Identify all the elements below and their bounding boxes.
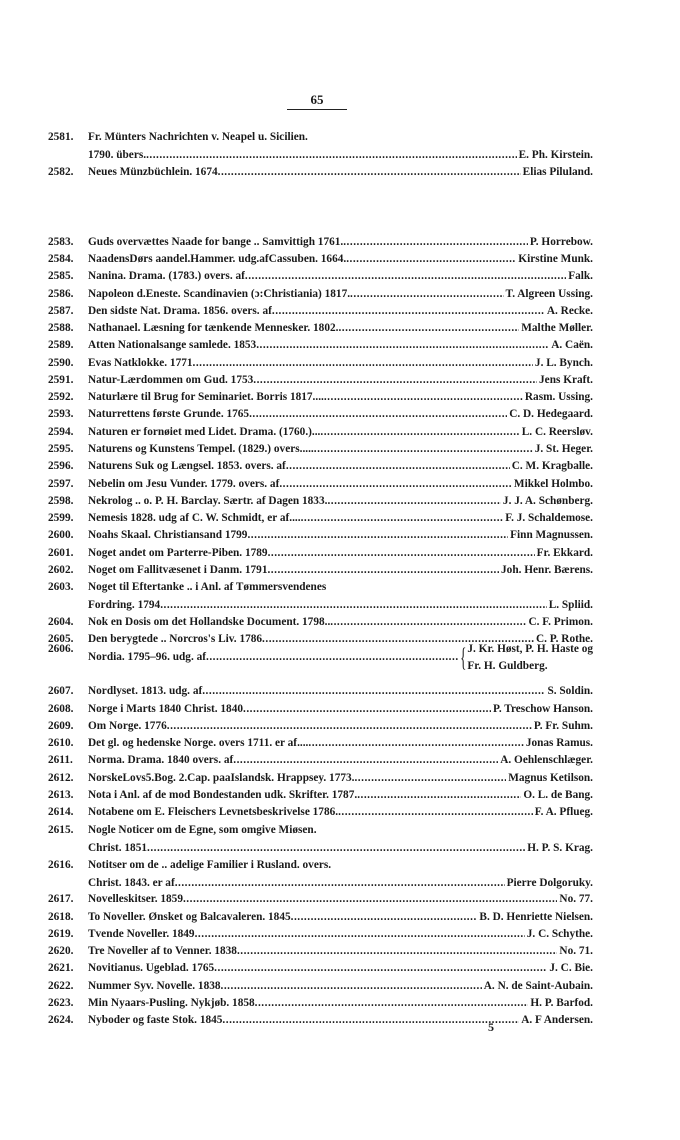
bibliography-entry bbox=[48, 458, 593, 476]
entry-author: Jonas Ramus. bbox=[525, 737, 593, 749]
entry-title: Nordlyset. 1813. udg. af bbox=[88, 685, 203, 697]
entry-number: 2608. bbox=[48, 703, 74, 715]
entry-author: T. Algreen Ussing. bbox=[505, 288, 593, 300]
bibliography-entry bbox=[48, 804, 593, 822]
entry-title: Det gl. og hedenske Norge. overs 1711. er af.... bbox=[88, 737, 309, 749]
entry-number: 2606. bbox=[48, 643, 74, 655]
entry-author: E. Ph. Kirstein. bbox=[518, 148, 593, 161]
bibliography-entry bbox=[48, 701, 593, 719]
entry-title: Natur-Lærdommen om Gud. 1753 bbox=[88, 374, 254, 386]
entry-number: 2586. bbox=[48, 288, 74, 300]
entry-number: 2584. bbox=[48, 253, 74, 265]
entry-title: Noget om Fallitvæsenet i Danm. 1791 bbox=[88, 564, 268, 576]
entry-author: A. Recke. bbox=[546, 305, 593, 317]
entry-number: 2593. bbox=[48, 408, 74, 420]
bibliography-entry bbox=[48, 545, 593, 563]
bibliography-entry bbox=[48, 268, 593, 286]
entry-title-continued: 1790. übers. bbox=[88, 148, 147, 161]
entry-author: S. Soldin. bbox=[547, 685, 593, 697]
bibliography-entry bbox=[48, 995, 593, 1013]
entry-author: A. F Andersen. bbox=[521, 1014, 593, 1026]
signature-number: 5 bbox=[488, 1020, 494, 1034]
entry-title: Nota i Anl. af de mod Bondestanden udk. Skrifter. 1787. bbox=[88, 789, 358, 801]
entry-author: Finn Magnussen. bbox=[510, 529, 593, 541]
entry-number: 2617. bbox=[48, 893, 74, 905]
bibliography-entry bbox=[48, 857, 593, 889]
entry-number: 2611. bbox=[48, 754, 73, 766]
bibliography-entry bbox=[48, 718, 593, 736]
bibliography-entry bbox=[48, 286, 593, 304]
entry-title: Nanina. Drama. (1783.) overs. af bbox=[88, 270, 245, 282]
entry-number: 2599. bbox=[48, 512, 74, 524]
bibliography-entry bbox=[48, 579, 593, 611]
entry-number: 2620. bbox=[48, 945, 74, 957]
bibliography-entry bbox=[48, 493, 593, 511]
page-number: 65 bbox=[287, 92, 347, 110]
entry-author: J. Kr. Høst, P. H. Haste og bbox=[467, 643, 593, 655]
bibliography-entry bbox=[48, 406, 593, 424]
entry-title: Nummer Syv. Novelle. 1838 bbox=[88, 980, 221, 992]
entry-title: Novitianus. Ugeblad. 1765 bbox=[88, 962, 215, 974]
entry-number: 2587. bbox=[48, 305, 74, 317]
bibliography-entry bbox=[48, 978, 593, 996]
entry-title: Neues Münzbüchlein. 1674 bbox=[88, 166, 218, 178]
entry-title: Naturens Suk og Længsel. 1853. overs. af bbox=[88, 460, 286, 472]
entry-title: Guds overvættes Naade for bange .. Samvittigh 1761. bbox=[88, 236, 344, 248]
entry-number: 2614. bbox=[48, 806, 74, 818]
bibliography-entry bbox=[48, 510, 593, 528]
entry-title: Nemesis 1828. udg af C. W. Schmidt, er af.... bbox=[88, 512, 301, 524]
entry-author: Fr. Ekkard. bbox=[536, 547, 593, 559]
bibliography-entry bbox=[48, 614, 593, 632]
entry-number: 2582. bbox=[48, 166, 74, 178]
bibliography-entry bbox=[48, 527, 593, 545]
entry-number: 2590. bbox=[48, 357, 74, 369]
entry-number: 2610. bbox=[48, 737, 74, 749]
entry-author: Malthe Møller. bbox=[521, 322, 593, 334]
entry-title: Nathanael. Læsning for tænkende Mennesker. 1802. bbox=[88, 322, 339, 334]
entry-author: F. A. Pflueg. bbox=[534, 806, 593, 818]
entry-author: O. L. de Bang. bbox=[523, 789, 593, 801]
bibliography-entry bbox=[48, 770, 593, 788]
entry-title: Notitser om de .. adelige Familier i Rusland. overs. bbox=[88, 859, 332, 871]
entry-author: Magnus Ketilson. bbox=[508, 772, 593, 784]
bibliography-entry bbox=[48, 822, 593, 854]
entry-author: J. J. A. Schønberg. bbox=[502, 495, 593, 507]
entry-title: Den berygtede .. Norcros's Liv. 1786 bbox=[88, 633, 263, 645]
entry-author: C. D. Hedegaard. bbox=[509, 408, 593, 420]
entry-title: Tvende Noveller. 1849 bbox=[88, 928, 195, 940]
entry-title: Norma. Drama. 1840 overs. af bbox=[88, 754, 234, 766]
entry-number: 2612. bbox=[48, 772, 74, 784]
bibliography-entry bbox=[48, 164, 593, 182]
entry-number: 2604. bbox=[48, 616, 74, 628]
entry-author: P. Treschow Hanson. bbox=[492, 703, 593, 715]
entry-number: 2581. bbox=[48, 131, 74, 143]
entry-number: 2597. bbox=[48, 478, 74, 490]
entry-author: J. C. Bie. bbox=[549, 962, 593, 974]
entry-title: Tre Noveller af to Venner. 1838 bbox=[88, 945, 237, 957]
entry-number: 2600. bbox=[48, 529, 74, 541]
bibliography-entry bbox=[48, 1012, 593, 1030]
entry-title: Nogle Noticer om de Egne, som omgive Miøsen. bbox=[88, 824, 317, 836]
bibliography-entry bbox=[48, 441, 593, 459]
bibliography-entry bbox=[48, 909, 593, 927]
bibliography-entry bbox=[48, 926, 593, 944]
bibliography-entry bbox=[48, 735, 593, 753]
entry-number: 2621. bbox=[48, 962, 74, 974]
entry-author: C. F. Primon. bbox=[528, 616, 593, 628]
entry-title: Noget til Eftertanke .. i Anl. af Tømmersvendenes bbox=[88, 581, 327, 593]
entry-author: P. Horrebow. bbox=[529, 236, 593, 248]
entry-title: Naturrettens første Grunde. 1765 bbox=[88, 408, 250, 420]
bibliography-entry bbox=[48, 234, 593, 252]
bibliography-entry bbox=[48, 960, 593, 978]
entry-author: A. Oehlenschlæger. bbox=[500, 754, 593, 766]
bibliography-entry bbox=[48, 752, 593, 770]
entry-title: Den sidste Nat. Drama. 1856. overs. af bbox=[88, 305, 272, 317]
bibliography-entry bbox=[48, 251, 593, 269]
entry-author: J. C. Schythe. bbox=[526, 928, 593, 940]
bibliography-entry bbox=[48, 337, 593, 355]
entry-author: J. St. Heger. bbox=[534, 443, 593, 455]
brace-symbol: { bbox=[459, 643, 467, 672]
entry-title: Napoleon d.Eneste. Scandinavien (ɔ:Christiania) 1817. bbox=[88, 288, 351, 300]
entry-title-continued: Christ. 1851 bbox=[88, 841, 147, 854]
entry-number: 2601. bbox=[48, 547, 74, 559]
entry-title-continued: Christ. 1843. er af bbox=[88, 876, 175, 889]
entry-author: No. 77. bbox=[559, 893, 593, 905]
entry-title: Norge i Marts 1840 Christ. 1840 bbox=[88, 703, 243, 715]
entry-title: Naturen er fornøiet med Lidet. Drama. (1760.)... bbox=[88, 426, 321, 438]
entry-number: 2602. bbox=[48, 564, 74, 576]
entry-author: L. C. Reersløv. bbox=[521, 426, 593, 438]
entry-title: Evas Natklokke. 1771 bbox=[88, 357, 193, 369]
entry-title: Om Norge. 1776 bbox=[88, 720, 167, 732]
entry-title: Nyboder og faste Stok. 1845 bbox=[88, 1014, 223, 1026]
entry-number: 2596. bbox=[48, 460, 74, 472]
entry-title: Notabene om E. Fleischers Levnetsbeskrivelse 1786. bbox=[88, 806, 339, 818]
entry-number: 2613. bbox=[48, 789, 74, 801]
entry-author: Kirstine Munk. bbox=[518, 253, 593, 265]
bibliography-entry bbox=[48, 476, 593, 494]
entry-author: Jens Kraft. bbox=[539, 374, 593, 386]
entry-number: 2619. bbox=[48, 928, 74, 940]
entry-number: 2598. bbox=[48, 495, 74, 507]
entry-number: 2592. bbox=[48, 391, 74, 403]
entry-number: 2589. bbox=[48, 339, 74, 351]
entry-number: 2585. bbox=[48, 270, 74, 282]
entry-author: H. P. Barfod. bbox=[530, 997, 593, 1009]
bibliography-entry bbox=[48, 787, 593, 805]
entry-number: 2622. bbox=[48, 980, 74, 992]
entry-number: 2594. bbox=[48, 426, 74, 438]
entry-author: C. P. Rothe. bbox=[535, 633, 593, 645]
entry-author: J. L. Bynch. bbox=[534, 357, 593, 369]
bibliography-entry bbox=[48, 389, 593, 407]
entry-author: F. J. Schaldemose. bbox=[505, 512, 593, 524]
entry-title: Novelleskitser. 1859 bbox=[88, 893, 183, 905]
entry-author: A. N. de Saint-Aubain. bbox=[483, 980, 593, 992]
bibliography-entry bbox=[48, 129, 593, 161]
entry-title: To Noveller. Ønsket og Balcavaleren. 1845 bbox=[88, 911, 291, 923]
entry-number: 2607. bbox=[48, 685, 74, 697]
bibliography-entry bbox=[48, 320, 593, 338]
entry-author: A. Caën. bbox=[551, 339, 593, 351]
entry-title: NaadensDørs aandel.Hammer. udg.afCassuben. 1664. bbox=[88, 253, 347, 265]
entry-author: C. M. Kragballe. bbox=[511, 460, 593, 472]
bibliography-entry bbox=[48, 641, 593, 672]
entry-author: Joh. Henr. Bærens. bbox=[501, 564, 593, 576]
entry-title: Min Nyaars-Pusling. Nykjøb. 1858 bbox=[88, 997, 255, 1009]
entry-title: Atten Nationalsange samlede. 1853 bbox=[88, 339, 257, 351]
entry-author: P. Fr. Suhm. bbox=[533, 720, 593, 732]
entry-author: L. Spliid. bbox=[548, 598, 593, 611]
entry-number: 2603. bbox=[48, 581, 74, 593]
entry-title: Naturlære til Brug for Seminariet. Borris 1817.... bbox=[88, 391, 324, 403]
entry-author: B. D. Henriette Nielsen. bbox=[479, 911, 593, 923]
entry-number: 2616. bbox=[48, 859, 74, 871]
entry-author-second: Fr. H. Guldberg. bbox=[467, 660, 548, 672]
entry-number: 2623. bbox=[48, 997, 74, 1009]
entry-title: Nebelin om Jesu Vunder. 1779. overs. af bbox=[88, 478, 280, 490]
entry-number: 2609. bbox=[48, 720, 74, 732]
entry-number: 2624. bbox=[48, 1014, 74, 1026]
entry-title: Fr. Münters Nachrichten v. Neapel u. Sicilien. bbox=[88, 131, 308, 143]
bibliography-entry bbox=[48, 891, 593, 909]
entry-number: 2615. bbox=[48, 824, 74, 836]
entry-number: 2588. bbox=[48, 322, 74, 334]
entry-number: 2605. bbox=[48, 633, 74, 645]
entry-author: Mikkel Holmbo. bbox=[513, 478, 593, 490]
bibliography-entry bbox=[48, 355, 593, 373]
entry-number: 2595. bbox=[48, 443, 74, 455]
entry-title: NorskeLovs5.Bog. 2.Cap. paaIslandsk. Hrappsey. 1773. bbox=[88, 772, 355, 784]
entry-number: 2583. bbox=[48, 236, 74, 248]
entry-number: 2618. bbox=[48, 911, 74, 923]
entry-author: Elias Piluland. bbox=[522, 166, 593, 178]
entry-author: No. 71. bbox=[559, 945, 593, 957]
entry-author: H. P. S. Krag. bbox=[527, 841, 593, 854]
entry-title: Noahs Skaal. Christiansand 1799 bbox=[88, 529, 248, 541]
bibliography-entry bbox=[48, 683, 593, 701]
entry-title: Nordia. 1795–96. udg. af bbox=[88, 651, 206, 664]
entry-author: Pierre Dolgoruky. bbox=[506, 876, 593, 889]
entry-title: Noget andet om Parterre-Piben. 1789 bbox=[88, 547, 268, 559]
entry-author: Falk. bbox=[568, 270, 593, 282]
entry-title-continued: Fordring. 1794 bbox=[88, 598, 161, 611]
entry-author: Rasm. Ussing. bbox=[524, 391, 593, 403]
entry-title: Nok en Dosis om det Hollandske Document. 1798.. bbox=[88, 616, 331, 628]
entry-number: 2591. bbox=[48, 374, 74, 386]
entry-title: Nekrolog .. o. P. H. Barclay. Særtr. af Dagen 1833. bbox=[88, 495, 328, 507]
bibliography-entry bbox=[48, 943, 593, 961]
entry-title: Naturens og Kunstens Tempel. (1829.) overs..... bbox=[88, 443, 314, 455]
bibliography-entry bbox=[48, 303, 593, 321]
bibliography-entry bbox=[48, 562, 593, 580]
bibliography-entry bbox=[48, 372, 593, 390]
bibliography-entry bbox=[48, 424, 593, 442]
